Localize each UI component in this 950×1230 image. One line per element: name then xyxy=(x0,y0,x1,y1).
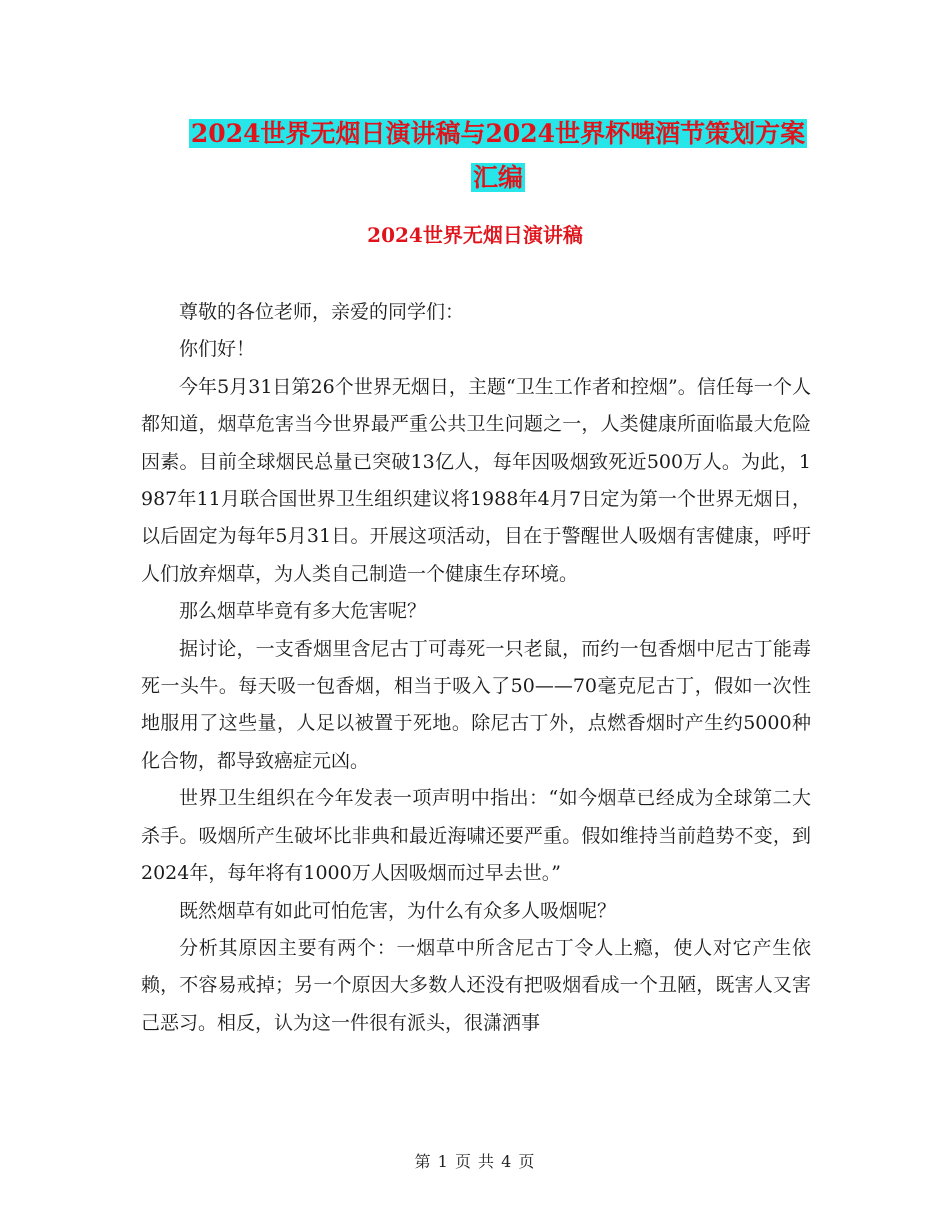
paragraph-salutation: 尊敬的各位老师，亲爱的同学们： xyxy=(179,301,465,323)
paragraph: 分析其原因主要有两个：一烟草中所含尼古丁令人上瘾，使人对它产生依赖，不容易戒掉；另一个原因大多数人还没有把吸烟看成一个丑陋，既害人又害己恶习。相反，认为这一件很有派头，很潇洒事 xyxy=(141,936,811,1034)
paragraph-greeting: 你们好！ xyxy=(179,338,256,361)
section-title: 2024世界无烟日演讲稿 xyxy=(367,223,583,247)
document-title xyxy=(140,112,856,200)
document-title-line-1: 2024世界无烟日演讲稿与2024世界杯啤酒节策划方案 xyxy=(190,119,806,148)
paragraph: 那么烟草毕竟有多大危害呢？ xyxy=(179,600,427,623)
paragraph: 今年5月31日第26个世界无烟日，主题“卫生工作者和控烟”。信任每一个人都知道，烟草危害当今世界最严重公共卫生问题之一，人类健康所面临最大危险因素。目前全球烟民总量已突破13亿人，每年因吸烟致死近500万人。为此，1987年11月联合国世界卫生组织建议将1988年4月7日定为第一个世界无烟日，以后固定为每年5月31日。开展这项活动，目在于警醒世人吸烟有害健康，呼吁人们放弃烟草，为人类自己制造一个健康生存环境。 xyxy=(141,375,811,585)
page-footer: 第 1 页 共 4 页 xyxy=(414,1152,536,1171)
document-body xyxy=(141,294,811,1042)
paragraph: 世界卫生组织在今年发表一项声明中指出：“如今烟草已经成为全球第二大杀手。吸烟所产生破坏比非典和最近海啸还要严重。假如维持当前趋势不变，到2024年，每年将有1000万人因吸烟而过早去世。” xyxy=(141,787,811,885)
paragraph: 据讨论，一支香烟里含尼古丁可毒死一只老鼠，而约一包香烟中尼古丁能毒死一头牛。每天吸一包香烟，相当于吸入了50——70毫克尼古丁，假如一次性地服用了这些量，人足以被置于死地。除尼古丁外，点燃香烟时产生约5000种化合物，都导致癌症元凶。 xyxy=(141,637,811,772)
paragraph: 既然烟草有如此可怕危害，为什么有众多人吸烟呢？ xyxy=(179,899,617,922)
document-title-line-2: 汇编 xyxy=(472,163,523,192)
